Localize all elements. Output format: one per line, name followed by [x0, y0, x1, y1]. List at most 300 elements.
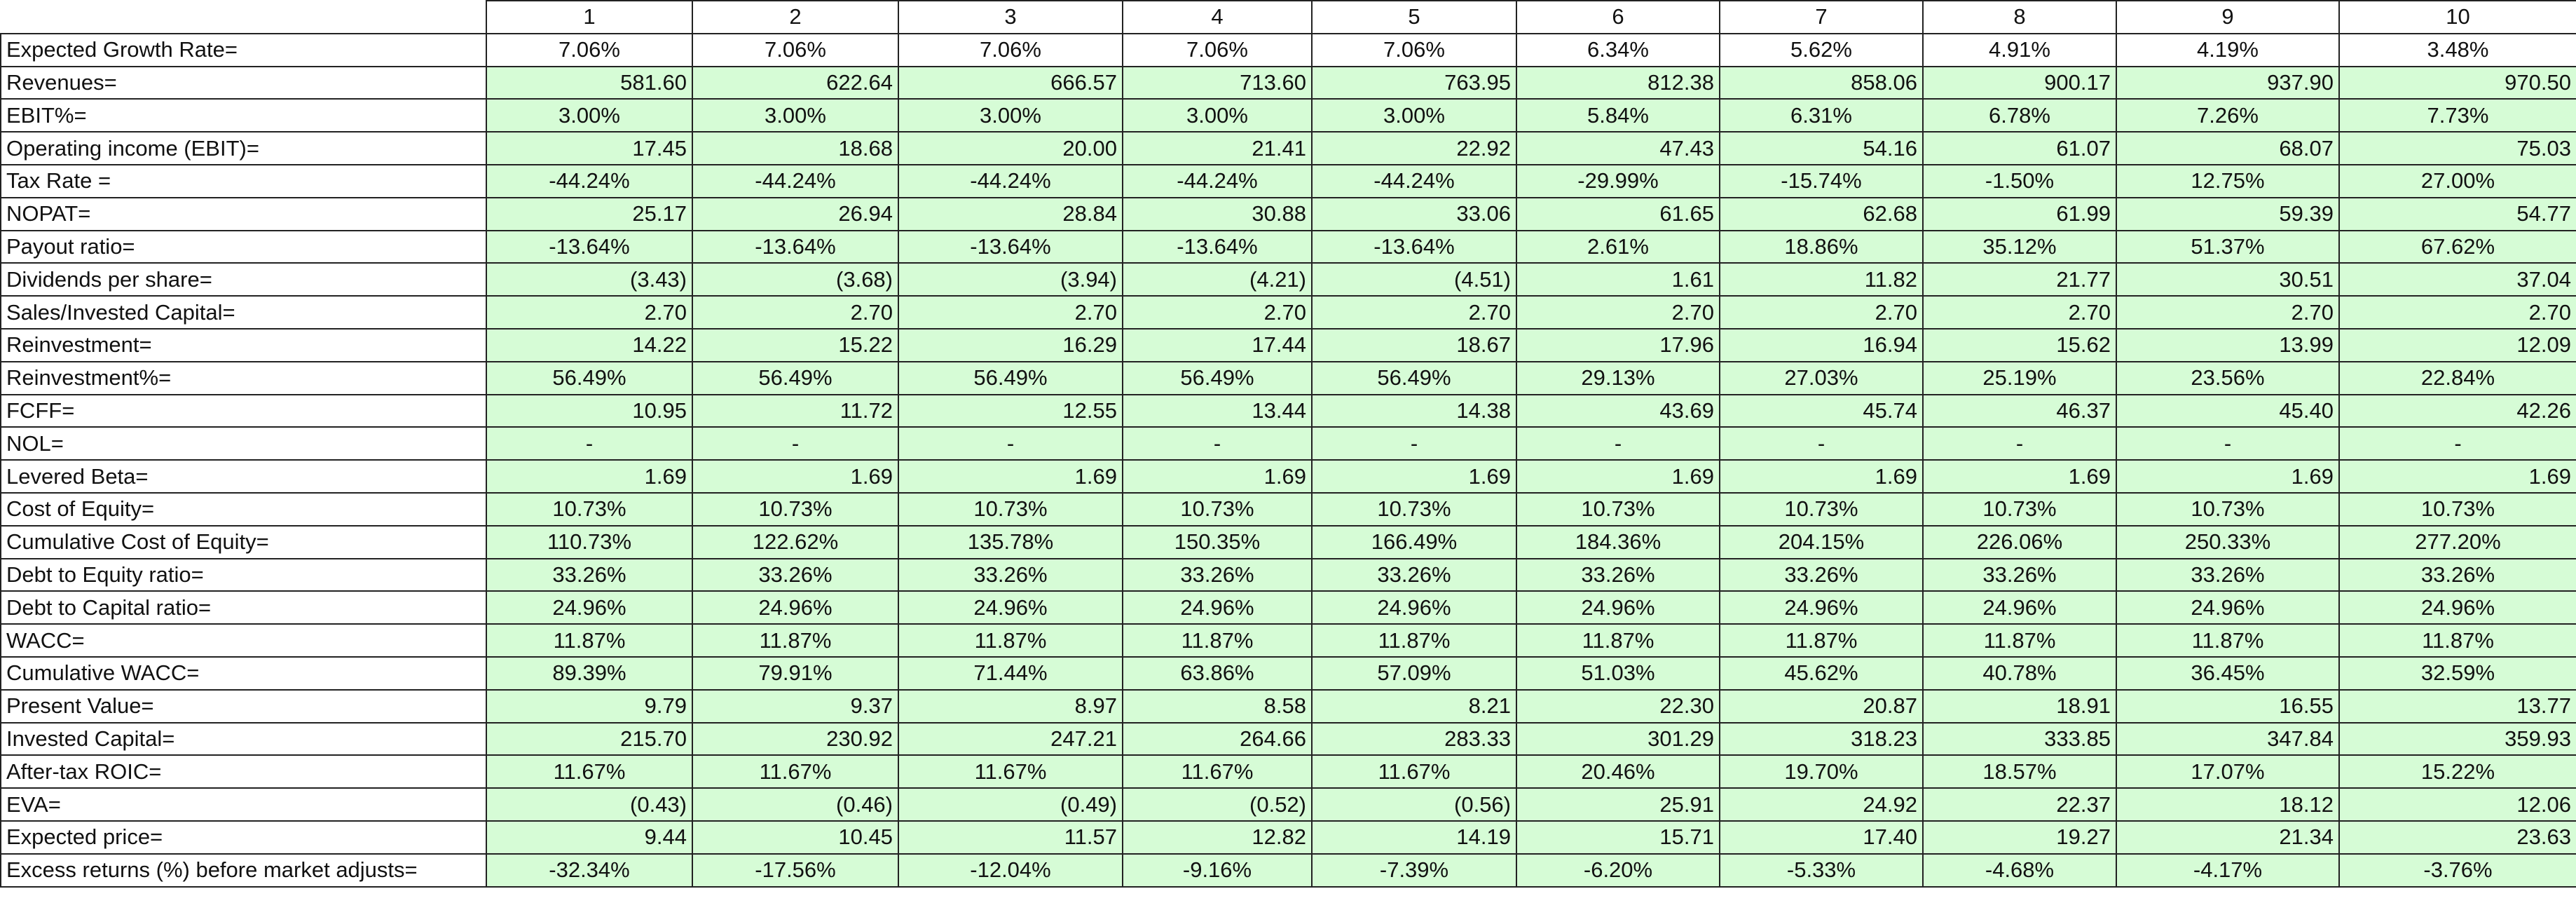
value-cell[interactable]: 54.77 [2339, 198, 2576, 231]
period-header[interactable]: 1 [486, 1, 692, 34]
value-cell[interactable]: 42.26 [2339, 395, 2576, 428]
value-cell[interactable]: -9.16% [1123, 854, 1312, 887]
value-cell[interactable]: (3.43) [486, 263, 692, 296]
value-cell[interactable]: -13.64% [898, 231, 1123, 264]
value-cell[interactable]: -44.24% [898, 165, 1123, 198]
value-cell[interactable]: 4.19% [2116, 34, 2339, 67]
table-row [1, 460, 2576, 493]
value-cell[interactable]: -44.24% [692, 165, 898, 198]
value-cell[interactable]: 9.79 [486, 690, 692, 723]
value-cell[interactable]: 54.16 [1720, 132, 1923, 165]
period-header[interactable]: 9 [2116, 1, 2339, 34]
value-cell[interactable]: 8.21 [1312, 690, 1516, 723]
value-cell[interactable]: 17.40 [1720, 821, 1923, 854]
value-cell[interactable]: 35.12% [1923, 231, 2116, 264]
value-cell[interactable]: 16.55 [2116, 690, 2339, 723]
value-cell[interactable]: - [1312, 427, 1516, 460]
value-cell[interactable]: 79.91% [692, 657, 898, 690]
value-cell[interactable]: 24.96% [486, 591, 692, 624]
value-cell[interactable]: 18.12 [2116, 788, 2339, 821]
value-cell[interactable]: 29.13% [1516, 362, 1720, 395]
value-cell[interactable]: 11.87% [2339, 624, 2576, 657]
value-cell[interactable]: 27.00% [2339, 165, 2576, 198]
value-cell[interactable]: - [692, 427, 898, 460]
value-cell[interactable]: 32.59% [2339, 657, 2576, 690]
value-cell[interactable]: 63.86% [1123, 657, 1312, 690]
value-cell[interactable]: (4.51) [1312, 263, 1516, 296]
value-cell[interactable]: 61.65 [1516, 198, 1720, 231]
row-label[interactable]: NOL= [1, 427, 486, 460]
period-header[interactable]: 8 [1923, 1, 2116, 34]
value-cell[interactable]: 15.22% [2339, 755, 2576, 788]
value-cell[interactable]: - [1720, 427, 1923, 460]
value-cell[interactable]: 4.91% [1923, 34, 2116, 67]
value-cell[interactable]: 25.91 [1516, 788, 1720, 821]
value-cell[interactable]: 14.22 [486, 329, 692, 362]
value-cell[interactable]: -3.76% [2339, 854, 2576, 887]
value-cell[interactable]: 18.57% [1923, 755, 2116, 788]
value-cell[interactable]: 1.69 [898, 460, 1123, 493]
value-cell[interactable]: 10.73% [898, 493, 1123, 526]
value-cell[interactable]: 763.95 [1312, 67, 1516, 100]
value-cell[interactable]: 24.96% [1720, 591, 1923, 624]
value-cell[interactable]: - [898, 427, 1123, 460]
value-cell[interactable]: 33.26% [1720, 559, 1923, 592]
period-header[interactable]: 4 [1123, 1, 1312, 34]
value-cell[interactable]: 666.57 [898, 67, 1123, 100]
value-cell[interactable]: 67.62% [2339, 231, 2576, 264]
value-cell[interactable]: 2.70 [2339, 296, 2576, 329]
row-label[interactable]: Invested Capital= [1, 723, 486, 756]
value-cell[interactable]: 16.94 [1720, 329, 1923, 362]
row-label[interactable]: Expected Growth Rate= [1, 34, 486, 67]
value-cell[interactable]: 7.06% [1123, 34, 1312, 67]
value-cell[interactable]: 226.06% [1923, 526, 2116, 559]
row-label[interactable]: EVA= [1, 788, 486, 821]
value-cell[interactable]: 33.26% [1123, 559, 1312, 592]
value-cell[interactable]: (0.43) [486, 788, 692, 821]
value-cell[interactable]: 6.78% [1923, 99, 2116, 132]
value-cell[interactable]: 61.07 [1923, 132, 2116, 165]
value-cell[interactable]: 301.29 [1516, 723, 1720, 756]
value-cell[interactable]: 20.87 [1720, 690, 1923, 723]
value-cell[interactable]: 1.61 [1516, 263, 1720, 296]
value-cell[interactable]: 25.17 [486, 198, 692, 231]
value-cell[interactable]: 18.68 [692, 132, 898, 165]
row-label[interactable]: Excess returns (%) before market adjusts= [1, 854, 486, 887]
value-cell[interactable]: -4.17% [2116, 854, 2339, 887]
value-cell[interactable]: 37.04 [2339, 263, 2576, 296]
value-cell[interactable]: 56.49% [486, 362, 692, 395]
value-cell[interactable]: 11.87% [1720, 624, 1923, 657]
row-label[interactable]: Levered Beta= [1, 460, 486, 493]
value-cell[interactable]: 3.00% [1312, 99, 1516, 132]
value-cell[interactable]: -29.99% [1516, 165, 1720, 198]
value-cell[interactable]: 16.29 [898, 329, 1123, 362]
value-cell[interactable]: -13.64% [486, 231, 692, 264]
value-cell[interactable]: 8.97 [898, 690, 1123, 723]
value-cell[interactable]: 204.15% [1720, 526, 1923, 559]
value-cell[interactable]: 21.34 [2116, 821, 2339, 854]
value-cell[interactable]: 2.70 [692, 296, 898, 329]
value-cell[interactable]: -32.34% [486, 854, 692, 887]
value-cell[interactable]: 6.31% [1720, 99, 1923, 132]
value-cell[interactable]: 2.70 [2116, 296, 2339, 329]
row-label[interactable]: Expected price= [1, 821, 486, 854]
value-cell[interactable]: 184.36% [1516, 526, 1720, 559]
value-cell[interactable]: 1.69 [692, 460, 898, 493]
value-cell[interactable]: 33.26% [1516, 559, 1720, 592]
row-label[interactable]: Debt to Equity ratio= [1, 559, 486, 592]
value-cell[interactable]: 7.06% [1312, 34, 1516, 67]
period-header[interactable]: 7 [1720, 1, 1923, 34]
value-cell[interactable]: 33.26% [2116, 559, 2339, 592]
value-cell[interactable]: 247.21 [898, 723, 1123, 756]
value-cell[interactable]: -5.33% [1720, 854, 1923, 887]
value-cell[interactable]: 11.87% [898, 624, 1123, 657]
value-cell[interactable]: 30.51 [2116, 263, 2339, 296]
value-cell[interactable]: 12.09 [2339, 329, 2576, 362]
value-cell[interactable]: 3.48% [2339, 34, 2576, 67]
value-cell[interactable]: 11.82 [1720, 263, 1923, 296]
value-cell[interactable]: 45.74 [1720, 395, 1923, 428]
table-row [1, 657, 2576, 690]
value-cell[interactable]: 19.70% [1720, 755, 1923, 788]
value-cell[interactable]: - [1123, 427, 1312, 460]
value-cell[interactable]: 1.69 [2339, 460, 2576, 493]
value-cell[interactable]: 24.96% [1516, 591, 1720, 624]
value-cell[interactable]: - [486, 427, 692, 460]
value-cell[interactable]: 26.94 [692, 198, 898, 231]
value-cell[interactable]: 12.06 [2339, 788, 2576, 821]
value-cell[interactable]: 23.63 [2339, 821, 2576, 854]
value-cell[interactable]: 2.70 [898, 296, 1123, 329]
value-cell[interactable]: 1.69 [1720, 460, 1923, 493]
value-cell[interactable]: 62.68 [1720, 198, 1923, 231]
value-cell[interactable]: 14.38 [1312, 395, 1516, 428]
value-cell[interactable]: - [1516, 427, 1720, 460]
value-cell[interactable]: 3.00% [692, 99, 898, 132]
value-cell[interactable]: 23.56% [2116, 362, 2339, 395]
value-cell[interactable]: 135.78% [898, 526, 1123, 559]
value-cell[interactable]: 24.96% [1923, 591, 2116, 624]
value-cell[interactable]: 713.60 [1123, 67, 1312, 100]
value-cell[interactable]: -1.50% [1923, 165, 2116, 198]
value-cell[interactable]: -13.64% [692, 231, 898, 264]
value-cell[interactable]: 10.73% [486, 493, 692, 526]
value-cell[interactable]: 359.93 [2339, 723, 2576, 756]
value-cell[interactable]: 17.07% [2116, 755, 2339, 788]
value-cell[interactable]: 11.67% [898, 755, 1123, 788]
value-cell[interactable]: 10.73% [1923, 493, 2116, 526]
value-cell[interactable]: 7.73% [2339, 99, 2576, 132]
value-cell[interactable]: (0.49) [898, 788, 1123, 821]
value-cell[interactable]: 858.06 [1720, 67, 1923, 100]
value-cell[interactable]: 45.40 [2116, 395, 2339, 428]
value-cell[interactable]: 22.92 [1312, 132, 1516, 165]
value-cell[interactable]: 24.96% [2339, 591, 2576, 624]
value-cell[interactable]: 12.55 [898, 395, 1123, 428]
value-cell[interactable]: 970.50 [2339, 67, 2576, 100]
value-cell[interactable]: 10.73% [2116, 493, 2339, 526]
value-cell[interactable]: -44.24% [1123, 165, 1312, 198]
row-label[interactable]: Sales/Invested Capital= [1, 296, 486, 329]
row-label[interactable]: FCFF= [1, 395, 486, 428]
value-cell[interactable]: 11.87% [2116, 624, 2339, 657]
value-cell[interactable]: 33.26% [2339, 559, 2576, 592]
value-cell[interactable]: 11.87% [1123, 624, 1312, 657]
value-cell[interactable]: 2.61% [1516, 231, 1720, 264]
value-cell[interactable]: -15.74% [1720, 165, 1923, 198]
value-cell[interactable]: -44.24% [486, 165, 692, 198]
row-label[interactable]: Reinvestment%= [1, 362, 486, 395]
value-cell[interactable]: (0.56) [1312, 788, 1516, 821]
value-cell[interactable]: 1.69 [2116, 460, 2339, 493]
value-cell[interactable]: 51.03% [1516, 657, 1720, 690]
value-cell[interactable]: 3.00% [486, 99, 692, 132]
value-cell[interactable]: 2.70 [1720, 296, 1923, 329]
value-cell[interactable]: 68.07 [2116, 132, 2339, 165]
value-cell[interactable]: 1.69 [486, 460, 692, 493]
value-cell[interactable]: 110.73% [486, 526, 692, 559]
value-cell[interactable]: 347.84 [2116, 723, 2339, 756]
value-cell[interactable]: 2.70 [1312, 296, 1516, 329]
value-cell[interactable]: 3.00% [1123, 99, 1312, 132]
value-cell[interactable]: -7.39% [1312, 854, 1516, 887]
value-cell[interactable]: -13.64% [1123, 231, 1312, 264]
value-cell[interactable]: 15.71 [1516, 821, 1720, 854]
value-cell[interactable]: 22.37 [1923, 788, 2116, 821]
value-cell[interactable]: 1.69 [1312, 460, 1516, 493]
value-cell[interactable]: 277.20% [2339, 526, 2576, 559]
value-cell[interactable]: 33.26% [1923, 559, 2116, 592]
value-cell[interactable]: 2.70 [486, 296, 692, 329]
value-cell[interactable]: - [1923, 427, 2116, 460]
value-cell[interactable]: 18.91 [1923, 690, 2116, 723]
value-cell[interactable]: 581.60 [486, 67, 692, 100]
value-cell[interactable]: 250.33% [2116, 526, 2339, 559]
value-cell[interactable]: 333.85 [1923, 723, 2116, 756]
value-cell[interactable]: 25.19% [1923, 362, 2116, 395]
value-cell[interactable]: 6.34% [1516, 34, 1720, 67]
value-cell[interactable]: -44.24% [1312, 165, 1516, 198]
value-cell[interactable]: 10.73% [1720, 493, 1923, 526]
value-cell[interactable]: 27.03% [1720, 362, 1923, 395]
value-cell[interactable]: 11.87% [486, 624, 692, 657]
value-cell[interactable]: (0.46) [692, 788, 898, 821]
value-cell[interactable]: 150.35% [1123, 526, 1312, 559]
value-cell[interactable]: 51.37% [2116, 231, 2339, 264]
value-cell[interactable]: 13.44 [1123, 395, 1312, 428]
value-cell[interactable]: 19.27 [1923, 821, 2116, 854]
value-cell[interactable]: 13.99 [2116, 329, 2339, 362]
value-cell[interactable]: 5.84% [1516, 99, 1720, 132]
value-cell[interactable]: 11.87% [1923, 624, 2116, 657]
value-cell[interactable]: 11.67% [1312, 755, 1516, 788]
value-cell[interactable]: 21.41 [1123, 132, 1312, 165]
value-cell[interactable]: 12.75% [2116, 165, 2339, 198]
value-cell[interactable]: 10.73% [2339, 493, 2576, 526]
value-cell[interactable]: - [2339, 427, 2576, 460]
value-cell[interactable]: 9.37 [692, 690, 898, 723]
value-cell[interactable]: 24.92 [1720, 788, 1923, 821]
value-cell[interactable]: 1.69 [1123, 460, 1312, 493]
value-cell[interactable]: 2.70 [1923, 296, 2116, 329]
value-cell[interactable]: 8.58 [1123, 690, 1312, 723]
value-cell[interactable]: 28.84 [898, 198, 1123, 231]
row-label[interactable]: After-tax ROIC= [1, 755, 486, 788]
value-cell[interactable]: -13.64% [1312, 231, 1516, 264]
value-cell[interactable]: 10.73% [1123, 493, 1312, 526]
row-label[interactable]: Cumulative WACC= [1, 657, 486, 690]
value-cell[interactable]: 10.45 [692, 821, 898, 854]
value-cell[interactable]: 10.73% [692, 493, 898, 526]
value-cell[interactable]: 24.96% [898, 591, 1123, 624]
value-cell[interactable]: 812.38 [1516, 67, 1720, 100]
period-header[interactable]: 2 [692, 1, 898, 34]
value-cell[interactable]: 10.95 [486, 395, 692, 428]
value-cell[interactable]: (0.52) [1123, 788, 1312, 821]
value-cell[interactable]: 75.03 [2339, 132, 2576, 165]
value-cell[interactable]: 122.62% [692, 526, 898, 559]
value-cell[interactable]: 57.09% [1312, 657, 1516, 690]
value-cell[interactable]: 264.66 [1123, 723, 1312, 756]
value-cell[interactable]: 45.62% [1720, 657, 1923, 690]
corner-cell [1, 1, 486, 34]
value-cell[interactable]: 21.77 [1923, 263, 2116, 296]
value-cell[interactable]: 2.70 [1123, 296, 1312, 329]
period-header[interactable]: 10 [2339, 1, 2576, 34]
value-cell[interactable]: -4.68% [1923, 854, 2116, 887]
value-cell[interactable]: 9.44 [486, 821, 692, 854]
value-cell[interactable]: 33.26% [692, 559, 898, 592]
value-cell[interactable]: 17.96 [1516, 329, 1720, 362]
value-cell[interactable]: 11.87% [692, 624, 898, 657]
value-cell[interactable]: -12.04% [898, 854, 1123, 887]
value-cell[interactable]: 7.06% [692, 34, 898, 67]
value-cell[interactable]: 24.96% [692, 591, 898, 624]
value-cell[interactable]: 1.69 [1516, 460, 1720, 493]
period-header[interactable]: 3 [898, 1, 1123, 34]
value-cell[interactable]: 318.23 [1720, 723, 1923, 756]
row-label[interactable]: Cumulative Cost of Equity= [1, 526, 486, 559]
value-cell[interactable]: 15.62 [1923, 329, 2116, 362]
period-header[interactable]: 5 [1312, 1, 1516, 34]
value-cell[interactable]: 215.70 [486, 723, 692, 756]
value-cell[interactable]: 24.96% [2116, 591, 2339, 624]
value-cell[interactable]: -17.56% [692, 854, 898, 887]
value-cell[interactable]: 15.22 [692, 329, 898, 362]
value-cell[interactable]: 30.88 [1123, 198, 1312, 231]
value-cell[interactable]: 11.57 [898, 821, 1123, 854]
value-cell[interactable]: 40.78% [1923, 657, 2116, 690]
value-cell[interactable]: 20.00 [898, 132, 1123, 165]
value-cell[interactable]: 900.17 [1923, 67, 2116, 100]
table-row [1, 788, 2576, 821]
value-cell[interactable]: 3.00% [898, 99, 1123, 132]
value-cell[interactable]: 11.67% [1123, 755, 1312, 788]
value-cell[interactable]: 11.67% [692, 755, 898, 788]
value-cell[interactable]: 33.06 [1312, 198, 1516, 231]
value-cell[interactable]: 5.62% [1720, 34, 1923, 67]
value-cell[interactable]: 230.92 [692, 723, 898, 756]
value-cell[interactable]: 33.26% [486, 559, 692, 592]
value-cell[interactable]: 56.49% [898, 362, 1123, 395]
row-label[interactable]: Debt to Capital ratio= [1, 591, 486, 624]
value-cell[interactable]: 18.86% [1720, 231, 1923, 264]
value-cell[interactable]: 2.70 [1516, 296, 1720, 329]
value-cell[interactable]: 71.44% [898, 657, 1123, 690]
value-cell[interactable]: 10.73% [1312, 493, 1516, 526]
value-cell[interactable]: 11.87% [1516, 624, 1720, 657]
row-label[interactable]: NOPAT= [1, 198, 486, 231]
value-cell[interactable]: 43.69 [1516, 395, 1720, 428]
period-header[interactable]: 6 [1516, 1, 1720, 34]
value-cell[interactable]: 56.49% [1123, 362, 1312, 395]
row-label[interactable]: Cost of Equity= [1, 493, 486, 526]
value-cell[interactable]: 24.96% [1123, 591, 1312, 624]
value-cell[interactable]: 20.46% [1516, 755, 1720, 788]
value-cell[interactable]: - [2116, 427, 2339, 460]
value-cell[interactable]: 59.39 [2116, 198, 2339, 231]
value-cell[interactable]: 11.67% [486, 755, 692, 788]
value-cell[interactable]: 11.72 [692, 395, 898, 428]
row-label[interactable]: EBIT%= [1, 99, 486, 132]
value-cell[interactable]: 47.43 [1516, 132, 1720, 165]
value-cell[interactable]: -6.20% [1516, 854, 1720, 887]
value-cell[interactable]: 22.84% [2339, 362, 2576, 395]
value-cell[interactable]: 61.99 [1923, 198, 2116, 231]
value-cell[interactable]: 14.19 [1312, 821, 1516, 854]
row-label[interactable]: Revenues= [1, 67, 486, 100]
value-cell[interactable]: 7.26% [2116, 99, 2339, 132]
row-label[interactable]: Operating income (EBIT)= [1, 132, 486, 165]
value-cell[interactable]: 22.30 [1516, 690, 1720, 723]
row-label[interactable]: Dividends per share= [1, 263, 486, 296]
value-cell[interactable]: 7.06% [898, 34, 1123, 67]
row-label[interactable]: Payout ratio= [1, 231, 486, 264]
value-cell[interactable]: 46.37 [1923, 395, 2116, 428]
value-cell[interactable]: 937.90 [2116, 67, 2339, 100]
row-label[interactable]: Present Value= [1, 690, 486, 723]
value-cell[interactable]: 7.06% [486, 34, 692, 67]
value-cell[interactable]: 24.96% [1312, 591, 1516, 624]
value-cell[interactable]: 283.33 [1312, 723, 1516, 756]
value-cell[interactable]: 1.69 [1923, 460, 2116, 493]
value-cell[interactable]: 89.39% [486, 657, 692, 690]
value-cell[interactable]: 11.87% [1312, 624, 1516, 657]
value-cell[interactable]: 18.67 [1312, 329, 1516, 362]
row-label[interactable]: Tax Rate = [1, 165, 486, 198]
value-cell[interactable]: 56.49% [1312, 362, 1516, 395]
value-cell[interactable]: (4.21) [1123, 263, 1312, 296]
value-cell[interactable]: 56.49% [692, 362, 898, 395]
value-cell[interactable]: 166.49% [1312, 526, 1516, 559]
value-cell[interactable]: 33.26% [898, 559, 1123, 592]
row-label[interactable]: Reinvestment= [1, 329, 486, 362]
value-cell[interactable]: (3.94) [898, 263, 1123, 296]
value-cell[interactable]: 13.77 [2339, 690, 2576, 723]
row-label[interactable]: WACC= [1, 624, 486, 657]
value-cell[interactable]: 17.45 [486, 132, 692, 165]
value-cell[interactable]: 17.44 [1123, 329, 1312, 362]
value-cell[interactable]: 33.26% [1312, 559, 1516, 592]
value-cell[interactable]: 12.82 [1123, 821, 1312, 854]
value-cell[interactable]: 622.64 [692, 67, 898, 100]
value-cell[interactable]: 10.73% [1516, 493, 1720, 526]
value-cell[interactable]: 36.45% [2116, 657, 2339, 690]
value-cell[interactable]: (3.68) [692, 263, 898, 296]
